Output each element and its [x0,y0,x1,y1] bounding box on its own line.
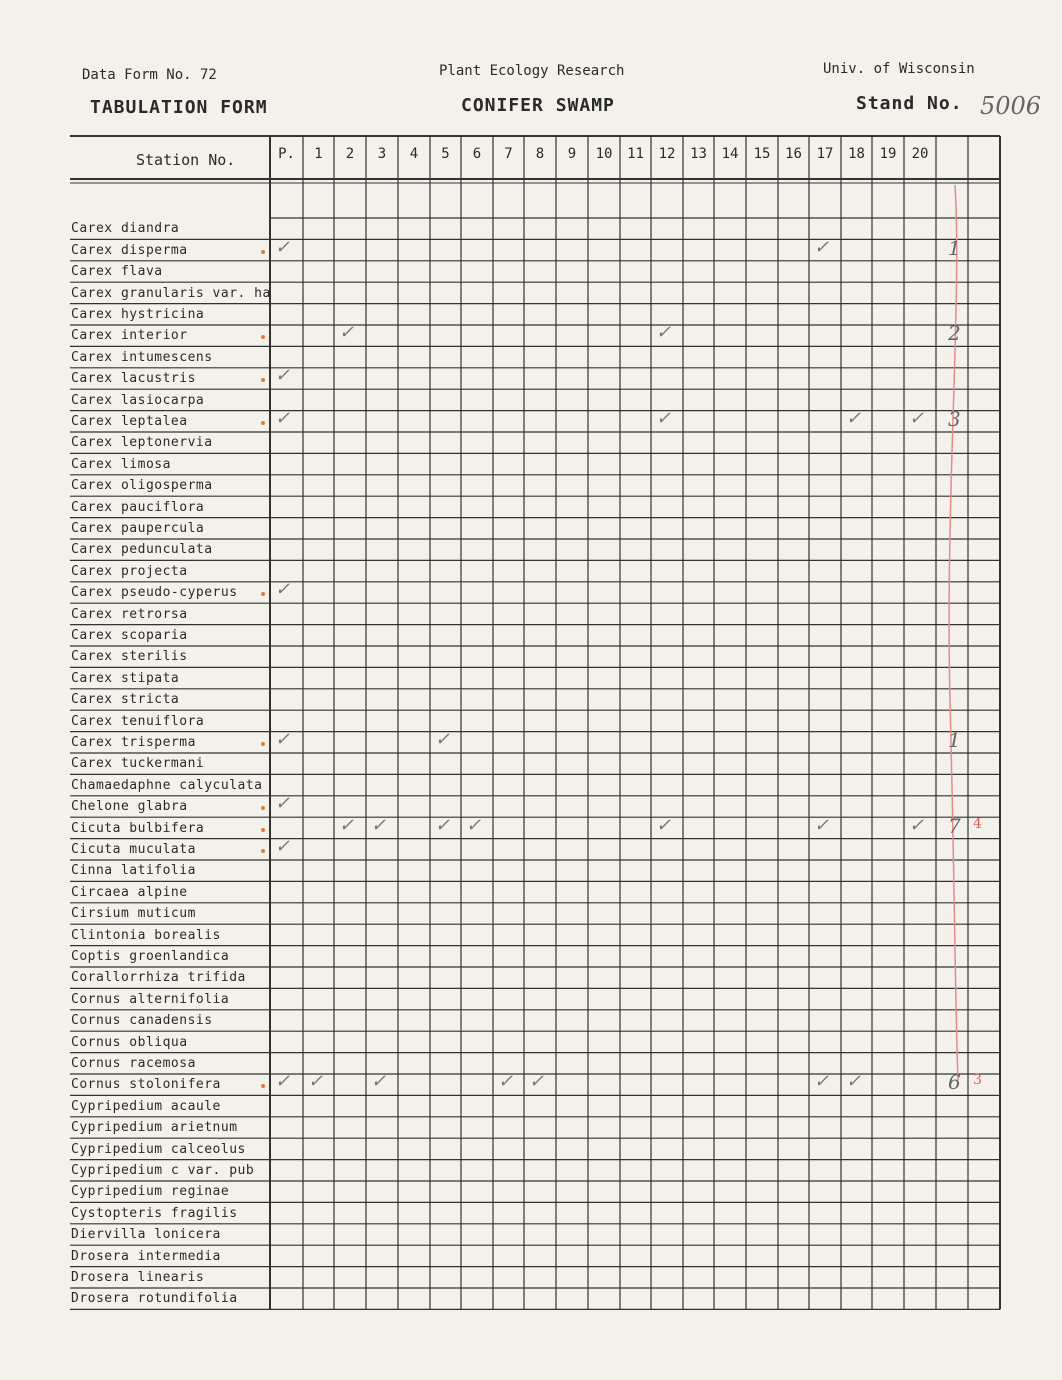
species-name: Coptis groenlandica [71,949,230,964]
column-header-16: 16 [785,146,802,162]
species-name: Carex stipata [71,670,180,686]
species-name: Diervilla lonicera [71,1227,221,1243]
tally-count: 6 [948,1070,961,1095]
check-mark-icon: ✓ [275,836,291,857]
check-mark-icon: ✓ [275,236,291,258]
check-mark-icon: ✓ [846,1071,862,1093]
tally-extra-count: 4 [973,815,982,832]
species-name: Carex tuckermani [71,756,205,772]
species-name: Carex lasiocarpa [71,392,205,408]
check-mark-icon: ✓ [656,408,672,429]
species-name: Carex diandra [71,221,180,237]
species-name: Carex retrorsa [71,606,188,622]
column-header-4: 4 [409,146,419,162]
species-name: Carex trisperma [71,735,196,750]
tally-extra-count: 3 [973,1072,982,1089]
species-name: Cinna latifolia [71,863,196,879]
check-mark-icon: ✓ [275,729,291,750]
tally-count: 1 [948,728,961,752]
species-name: Carex oligosperma [71,478,213,494]
check-mark-icon: ✓ [435,729,451,750]
species-name: Cicuta bulbifera [71,820,205,836]
species-name: Carex stricta [71,692,180,708]
check-mark-icon: ✓ [275,1071,291,1093]
check-mark-icon: ✓ [656,322,672,344]
species-name: Cirsium muticum [71,906,196,922]
species-name: Cypripedium arietnum [71,1120,238,1136]
species-name: Carex pseudo-cyperus [71,585,238,601]
check-mark-icon: ✓ [656,814,672,836]
orange-dot-marker [261,849,265,853]
check-mark-icon: ✓ [275,793,291,815]
organization: Plant Ecology Research [439,63,625,79]
column-header-13: 13 [690,146,707,162]
species-name: Chelone glabra [71,799,188,815]
species-name: Carex lacustris [71,371,196,387]
column-header-14: 14 [721,146,739,162]
check-mark-icon: ✓ [814,814,830,836]
check-mark-icon: ✓ [909,408,925,429]
species-name: Cornus alternifolia [71,991,230,1007]
species-name: Clintonia borealis [71,927,221,943]
species-name: Cicuta muculata [71,842,196,857]
check-mark-icon: ✓ [529,1071,545,1093]
species-name: Cypripedium reginae [71,1184,230,1200]
stand-number: 5006 [980,92,1042,120]
species-name: Drosera intermedia [71,1248,221,1264]
species-name: Carex projecta [71,563,188,579]
column-header-p: P. [278,146,295,162]
column-header-8: 8 [535,146,545,162]
check-mark-icon: ✓ [275,408,291,429]
check-mark-icon: ✓ [909,814,925,836]
column-header-18: 18 [848,146,865,162]
species-name: Carex pauciflora [71,499,205,515]
species-name: Drosera rotundifolia [71,1291,238,1307]
species-name: Cornus racemosa [71,1056,196,1071]
column-header-9: 9 [567,146,577,162]
species-name: Drosera linearis [71,1270,205,1285]
check-mark-icon: ✓ [308,1071,324,1093]
species-name: Carex flava [71,264,163,280]
species-name: Carex intumescens [71,349,213,365]
form-number: Data Form No. 72 [82,67,217,83]
species-name: Carex disperma [71,242,188,258]
form-title: TABULATION FORM [90,97,268,118]
orange-dot-marker [261,742,265,746]
check-mark-icon: ✓ [498,1071,514,1093]
species-name: Carex sterilis [71,649,188,665]
check-mark-icon: ✓ [371,1071,387,1093]
community-title: CONIFER SWAMP [461,95,615,116]
check-mark-icon: ✓ [339,814,355,836]
orange-dot-marker [261,250,265,254]
column-header-11: 11 [627,146,644,162]
species-name: Carex pedunculata [71,542,213,558]
species-name: Carex interior [71,328,188,344]
check-mark-icon: ✓ [435,814,451,836]
orange-dot-marker [261,828,265,832]
species-name: Carex scoparia [71,628,188,643]
tally-count: 7 [948,813,961,838]
tally-count: 2 [948,321,961,346]
column-header-15: 15 [753,146,771,162]
column-header-17: 17 [816,146,834,162]
check-mark-icon: ✓ [846,408,862,429]
stand-label: Stand No. [856,93,963,114]
check-mark-icon: ✓ [339,322,355,344]
check-mark-icon: ✓ [814,1071,830,1093]
column-header-7: 7 [504,146,513,162]
tally-count: 1 [948,235,961,260]
species-name: Carex tenuiflora [71,713,205,729]
species-name: Cornus canadensis [71,1013,213,1029]
species-name: Cypripedium calceolus [71,1141,246,1157]
species-name: Carex paupercula [71,521,205,536]
check-mark-icon: ✓ [275,579,291,601]
column-header-3: 3 [377,146,387,162]
species-name: Carex granularis var. ha [71,285,271,301]
check-mark-icon: ✓ [466,814,482,836]
station-number-label: Station No. [136,151,236,169]
species-name: Chamaedaphne calyculata [71,777,263,793]
check-mark-icon: ✓ [814,236,830,258]
species-name: Cypripedium c var. pub [71,1163,255,1178]
orange-dot-marker [261,421,265,425]
species-name: Cystopteris fragilis [71,1205,238,1221]
species-name: Cornus stolonifera [71,1077,221,1093]
species-name: Cornus obliqua [71,1034,188,1050]
column-header-19: 19 [879,146,897,162]
species-name: Carex hystricina [71,307,205,322]
column-header-5: 5 [441,146,450,162]
column-header-10: 10 [595,146,613,162]
column-header-1: 1 [314,146,323,162]
tally-count: 3 [948,407,961,431]
university: Univ. of Wisconsin [823,61,975,77]
species-name: Circaea alpine [71,884,188,900]
column-header-6: 6 [472,146,482,162]
check-mark-icon: ✓ [275,365,291,387]
species-name: Carex leptalea [71,414,188,429]
check-mark-icon: ✓ [371,814,387,836]
species-name: Cypripedium acaule [71,1098,221,1114]
species-name: Carex leptonervia [71,435,213,451]
column-header-20: 20 [911,146,929,162]
species-name: Carex limosa [71,456,171,472]
species-name: Corallorrhiza trifida [71,970,246,986]
column-header-2: 2 [345,146,355,162]
column-header-12: 12 [658,146,676,162]
